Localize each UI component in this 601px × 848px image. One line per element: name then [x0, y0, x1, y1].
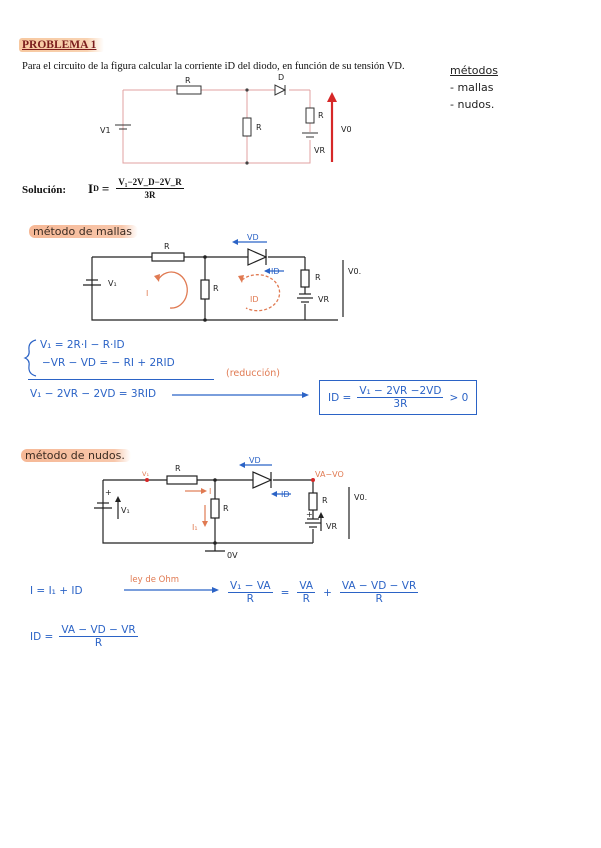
nudos-label-v1: V₁: [121, 506, 130, 515]
mallas-label-i-loop: I: [146, 289, 149, 298]
nudos-frac1: [228, 580, 273, 605]
nudos-label-v1-node: V₁: [142, 470, 150, 478]
solution-label: Solución:: [22, 184, 67, 196]
mallas-rmid-symbol: [201, 280, 209, 299]
mallas-rright-symbol: [301, 270, 309, 287]
nudos-frac1-num: V₁ − VA: [230, 580, 271, 592]
formula-lhs: I: [88, 180, 94, 196]
resistor-r1-symbol: [177, 86, 201, 94]
ohm-law-label: ley de Ohm: [130, 575, 180, 585]
nudos-label-plus2: +: [306, 510, 313, 519]
nudos-eq-left: I = I₁ + ID: [30, 585, 83, 597]
implies-arrow: [172, 390, 312, 400]
boxed-lhs: ID =: [328, 391, 352, 404]
boxed-tail: > 0: [449, 391, 469, 404]
loop-id-arrow: [242, 275, 280, 311]
mallas-label-rmid: R: [213, 284, 219, 293]
nudos-label-r1: R: [175, 464, 181, 473]
problem-title: PROBLEMA 1: [19, 38, 104, 52]
nudos-frac1-den: R: [246, 593, 254, 605]
nudos-frac2-den: R: [302, 593, 310, 605]
formula-fraction: [116, 177, 183, 200]
nudos-label-vd: VD: [249, 456, 261, 465]
nudos-eq-sign: =: [280, 586, 290, 599]
mallas-label-v1: V₁: [108, 279, 117, 288]
nudos-eq2-num: VA − VD − VR: [61, 624, 136, 636]
v0-arrow: [327, 92, 337, 162]
circuit-diagram-1: [95, 70, 370, 170]
nudos-eq2-den: R: [94, 637, 103, 649]
mallas-heading: método de mallas: [29, 225, 138, 238]
side-note-item: - mallas: [450, 81, 494, 94]
nudos-label-gnd: 0V: [227, 551, 238, 560]
nudos-label-i1: I₁: [192, 523, 198, 532]
nudos-i1-arrow: [202, 505, 208, 527]
nudos-frac3-num: VA − VD − VR: [341, 580, 417, 592]
mallas-label-id: ID: [271, 267, 280, 276]
nudos-label-rright: R: [322, 496, 328, 505]
mallas-label-r1: R: [164, 242, 170, 251]
label-v0: V0: [341, 125, 352, 134]
formula-numerator: V₁−2V_D−2V_R: [118, 177, 182, 187]
mallas-r1-symbol: [152, 253, 184, 261]
nudos-label-plus1: +: [105, 488, 112, 497]
label-r1: R: [185, 76, 191, 85]
formula-eq: =: [101, 180, 110, 196]
mallas-result: V₁ − 2VR − 2VD = 3RID: [30, 388, 157, 400]
formula-denominator: 3R: [144, 190, 156, 200]
formula-lhs-sub: D: [93, 184, 99, 193]
boxed-numerator: V₁ − 2VR −2VD: [359, 385, 442, 397]
mallas-label-v0: V0.: [348, 267, 362, 276]
label-d: D: [278, 73, 285, 82]
reduction-line: [28, 379, 214, 380]
nudos-rright-symbol: [309, 493, 317, 510]
nudos-label-rmid: R: [223, 504, 229, 513]
nudos-i-arrow: [185, 488, 207, 494]
battery-vr-symbol: [302, 133, 318, 137]
nudos-plus-sign: +: [323, 586, 332, 599]
mallas-label-vd: VD: [247, 233, 259, 242]
mallas-label-id-loop: ID: [250, 295, 259, 304]
nudos-heading: método de nudos.: [21, 449, 131, 462]
nudos-label-id: ID: [281, 490, 290, 499]
diode-symbol: [275, 85, 285, 95]
label-r3: R: [318, 111, 324, 120]
nudos-frac3-den: R: [375, 593, 383, 605]
ohm-arrow: [124, 585, 224, 595]
nudos-eq-right: [228, 580, 418, 605]
circuit-diagram-mallas: [70, 232, 370, 327]
nudos-frac2: [297, 580, 315, 605]
nudos-label-v0: V0.: [354, 493, 368, 502]
mallas-eq1: V₁ = 2R·I − R·ID: [40, 339, 125, 351]
nudos-frac3: [340, 580, 418, 605]
nudos-eq2-lhs: ID =: [30, 630, 54, 643]
side-notes-heading: métodos: [450, 64, 498, 77]
problem-statement: Para el circuito de la figura calcular la corriente iD del diodo, en función de su tensión VD.: [22, 61, 405, 72]
mallas-label-vr: VR: [318, 295, 330, 304]
side-note-item: - nudos.: [450, 98, 495, 111]
circuit-diagram-nudos: [85, 455, 385, 565]
nudos-label-vr: VR: [326, 522, 338, 531]
boxed-result: [319, 380, 477, 415]
resistor-r3-symbol: [306, 108, 314, 123]
mallas-diode-symbol: [248, 249, 266, 265]
reduction-label: (reducción): [226, 368, 280, 379]
boxed-denominator: 3R: [393, 398, 408, 410]
nudos-diode-symbol: [253, 472, 271, 488]
system-brace: [22, 338, 42, 378]
nudos-r1-symbol: [167, 476, 197, 484]
side-notes: [450, 62, 498, 113]
nudos-label-va-vo: VA−VO: [315, 470, 344, 479]
nudos-eq2: [30, 624, 138, 649]
mallas-eq2: −VR − VD = − RI + 2RID: [42, 357, 175, 369]
nudos-vr-arrow: [318, 512, 324, 531]
nudos-rmid-symbol: [211, 499, 219, 518]
label-r2: R: [256, 123, 262, 132]
mallas-label-rright: R: [315, 273, 321, 282]
resistor-r2-symbol: [243, 118, 251, 136]
nudos-frac2-num: VA: [299, 580, 314, 592]
loop-i-arrow: [158, 272, 187, 308]
solution-formula: [88, 177, 184, 200]
boxed-fraction: [357, 385, 443, 410]
nudos-eq2-frac: [59, 624, 137, 649]
label-vr: VR: [314, 146, 326, 155]
label-v1: V1: [100, 126, 111, 135]
nudos-label-i: I: [209, 487, 212, 496]
